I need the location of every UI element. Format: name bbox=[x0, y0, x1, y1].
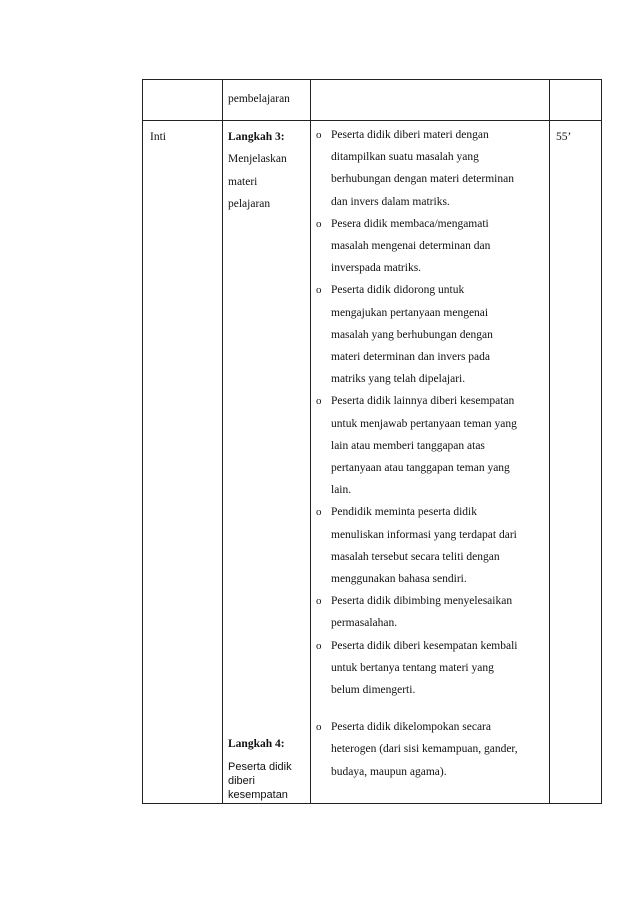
table-border-bottom bbox=[142, 803, 602, 804]
phase-label: Inti bbox=[150, 131, 166, 143]
step3-line: pelajaran bbox=[228, 198, 271, 210]
table-col-divider-1 bbox=[222, 79, 223, 804]
bullet-marker: o bbox=[316, 639, 322, 652]
list-item bbox=[316, 124, 556, 213]
table-row-divider bbox=[142, 120, 602, 121]
list-item bbox=[316, 501, 556, 590]
list-item bbox=[316, 635, 556, 702]
bullet-marker: o bbox=[316, 595, 322, 608]
list-item bbox=[316, 213, 556, 280]
step3-line: Menjelaskan bbox=[228, 153, 287, 165]
bullet-marker: o bbox=[316, 284, 322, 297]
activity-text: Peserta didik didorong untuk mengajukan pertanyaan mengenai masalah yang berhubungan dengan materi determinan dan invers pada matriks yang telah dipelajari. bbox=[331, 284, 493, 386]
activity-list bbox=[316, 124, 556, 783]
bullet-marker: o bbox=[316, 217, 322, 230]
bullet-marker: o bbox=[316, 506, 322, 519]
bullet-marker: o bbox=[316, 721, 322, 734]
table-border-right bbox=[601, 79, 602, 804]
step4-title: Langkah 4: bbox=[228, 738, 285, 750]
step4-line: Peserta didik bbox=[228, 761, 292, 773]
activity-text: Peserta didik dikelompokan secara heterogen (dari sisi kemampuan, gander, budaya, maupun agama). bbox=[331, 721, 518, 778]
activity-text: Peserta didik dibimbing menyelesaikan permasalahan. bbox=[331, 595, 513, 630]
activity-text: Peserta didik diberi materi dengan ditampilkan suatu masalah yang berhubungan dengan materi determinan dan invers dalam matriks. bbox=[331, 129, 514, 208]
step4-line: kesempatan bbox=[228, 789, 288, 801]
table-border-top bbox=[142, 79, 602, 80]
table-border-left bbox=[142, 79, 143, 804]
table-col-divider-2 bbox=[310, 79, 311, 804]
step4-line: diberi bbox=[228, 775, 255, 787]
activity-text: Pendidik meminta peserta didik menuliskan informasi yang terdapat dari masalah tersebut secara teliti dengan menggunakan bahasa sendiri. bbox=[331, 506, 517, 586]
stage-label-continued: pembelajaran bbox=[228, 93, 290, 105]
activity-text: Peserta didik lainnya diberi kesempatan untuk menjawab pertanyaan teman yang lain atau memberi tanggapan atas pertanyaan atau tanggapan teman yang lain. bbox=[331, 395, 517, 497]
list-item bbox=[316, 716, 556, 783]
list-item bbox=[316, 279, 556, 390]
activity-text: Peserta didik diberi kesempatan kembali untuk bertanya tentang materi yang belum dimengerti. bbox=[331, 639, 518, 697]
list-item bbox=[316, 590, 556, 634]
list-item bbox=[316, 390, 556, 501]
duration-label: 55’ bbox=[556, 131, 572, 143]
bullet-marker: o bbox=[316, 395, 322, 408]
step3-title: Langkah 3: bbox=[228, 131, 285, 143]
bullet-marker: o bbox=[316, 129, 322, 141]
activity-text: Pesera didik membaca/mengamati masalah mengenai determinan dan inverspada matriks. bbox=[331, 217, 491, 275]
step3-line: materi bbox=[228, 176, 258, 188]
